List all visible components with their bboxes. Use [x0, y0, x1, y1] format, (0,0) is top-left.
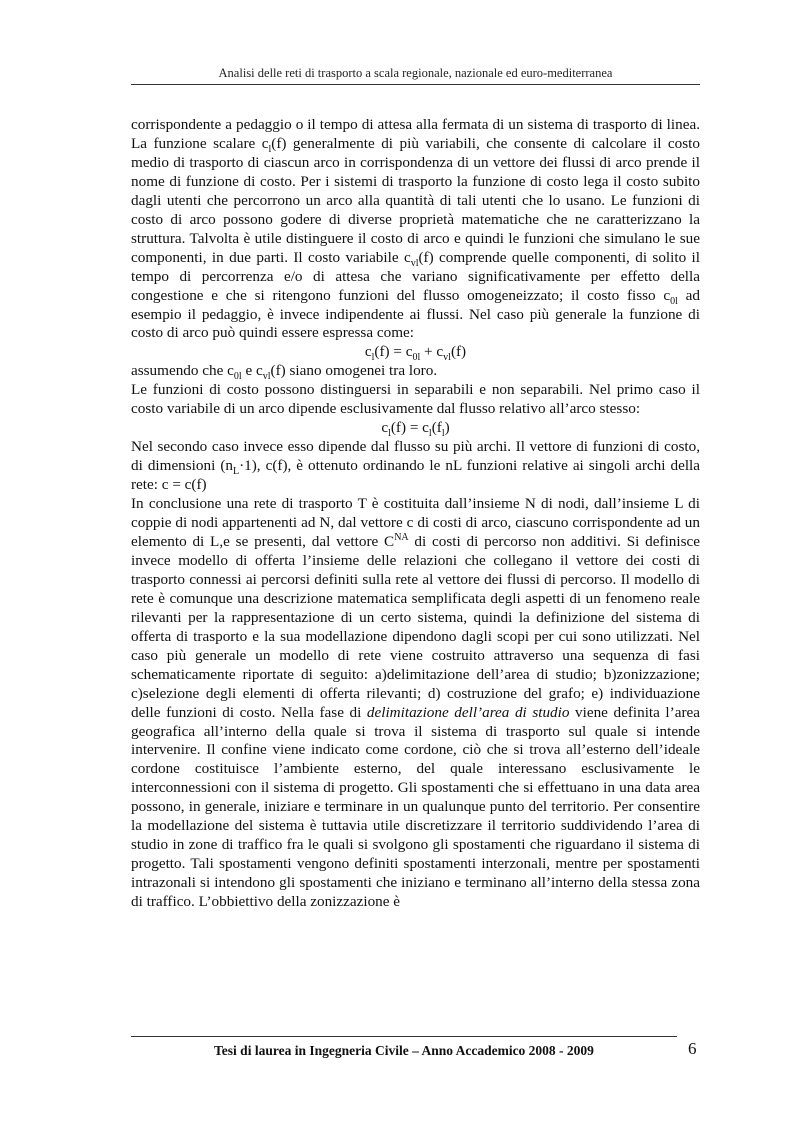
paragraph-homogeneous: assumendo che $c_{0l}$ e $c_{vl}(f)$ siano omogenei tra loro. [131, 362, 438, 383]
page-body [131, 116, 700, 912]
running-header: Analisi delle reti di trasporto a scala regionale, nazionale ed euro-mediterranea [218, 66, 613, 80]
formula-separable: $c_l(f) = c_l(f_l)$ [381, 419, 450, 440]
footer-divider [131, 1036, 677, 1037]
formula-arc-cost: $c_l(f) = c_{0l} + c_{vl}(f)$ [364, 343, 467, 364]
paragraph-cost-function: corrispondente a pedaggio o il tempo di attesa alla fermata di un sistema di trasporto di linea. La funzione scalare $c_l(f)$ generalmente di più variabili, che consente di calcolare il costo medio di trasporto di ciascun arco in corrispondenza di un vettore dei flussi di arco prende il nome di funzione di costo. Per i sistemi di trasporto la funzione di costo lega il costo subito dagli utenti che percorrono un arco alla quantità di tali utenti che lo usano. Le funzioni di costo di arco possono godere di diverse proprietà matematiche che ne caratterizzano la struttura. Talvolta è utile distinguere il costo di arco e quindi le funzioni che simulano le sue componenti, in due parti. Il costo variabile $c_{vl}(f)$ comprende quelle componenti, di solito il tempo di percorrenza e/o di attesa che variano significativamente per effetto della congestione e che si ritengono funzioni del flusso omogeneizzato; il costo fisso $c_{0l}$ ad esempio il pedaggio, è invece indipendente ai flussi. Nel caso più generale la funzione di costo di arco può quindi essere espressa come: [131, 116, 700, 342]
paragraph-separable: Le funzioni di costo possono distinguersi in separabili e non separabili. Nel primo caso il costo variabile di un arco dipende esclusivamente dal flusso relativo all’arco stesso: [131, 381, 700, 418]
paragraph-network-definition: In conclusione una rete di trasporto T è costituita dall’insieme N di nodi, dall’insieme L di coppie di nodi appartenenti ad N, dal vettore c di costi di arco, ciascuno corrispondente ad un elemento di L,e se presenti, dal vettore $C^{NA}$ di costi di percorso non additivi. Si definisce invece modello di offerta l’insieme delle relazioni che collegano il vettore dei costi di trasporto connessi ai percorsi definiti sulla rete al vettore dei flussi di percorso. Il modello di rete è comunque una descrizione matematica semplificata degli aspetti di un fenomeno reale rilevanti per la rappresentazione di un certo sistema, quindi la definizione del sistema di offerta di trasporto e la sua modellazione dipendono dagli scopi per cui sono utilizzati. Nel caso più generale un modello di rete viene costruito attraverso una sequenza di fasi schematicamente riportate di seguito: a)delimitazione dell’area di studio; b)zonizzazione; c)selezione degli elementi di offerta rilevanti; d) costruzione del grafo; e) individuazione delle funzioni di costo. Nella fase di delimitazione dell’area di studio viene definita l’area geografica all’interno della quale si trova il sistema di trasporto sul quale si intende intervenire. Il confine viene indicato come cordone, ciò che si trova all’esterno dell’ideale cordone costituisce l’ambiente esterno, del quale interessano esclusivamente le interconnessioni con il sistema di progetto. Gli spostamenti che si effettuano in una data area possono, in generale, iniziare e terminare in un qualunque punto del territorio. Per consentire la modellazione del sistema è tuttavia utile discretizzare il territorio suddividendo l’area di studio in zone di traffico fra le quali si svolgono gli spostamenti che riguardano il sistema di progetto. Tali spostamenti vengono definiti spostamenti interzonali, mentre per spostamenti intrazonali si intendono gli spostamenti che iniziano e terminano all’interno della stessa zona di traffico. L’obbiettivo della zonizzazione è [131, 495, 701, 911]
footer-title: Tesi di laurea in Ingegneria Civile – Anno Accademico 2008 - 2009 [214, 1043, 594, 1058]
page-number: 6 [688, 1039, 697, 1058]
paragraph-non-separable: Nel secondo caso invece esso dipende dal flusso su più archi. Il vettore di funzioni di costo, di dimensioni $(n_L\cdot 1)$, c(f), è ottenuto ordinando le nL funzioni relative ai singoli archi della rete: c = c(f) [131, 438, 700, 494]
header-divider [131, 84, 700, 85]
